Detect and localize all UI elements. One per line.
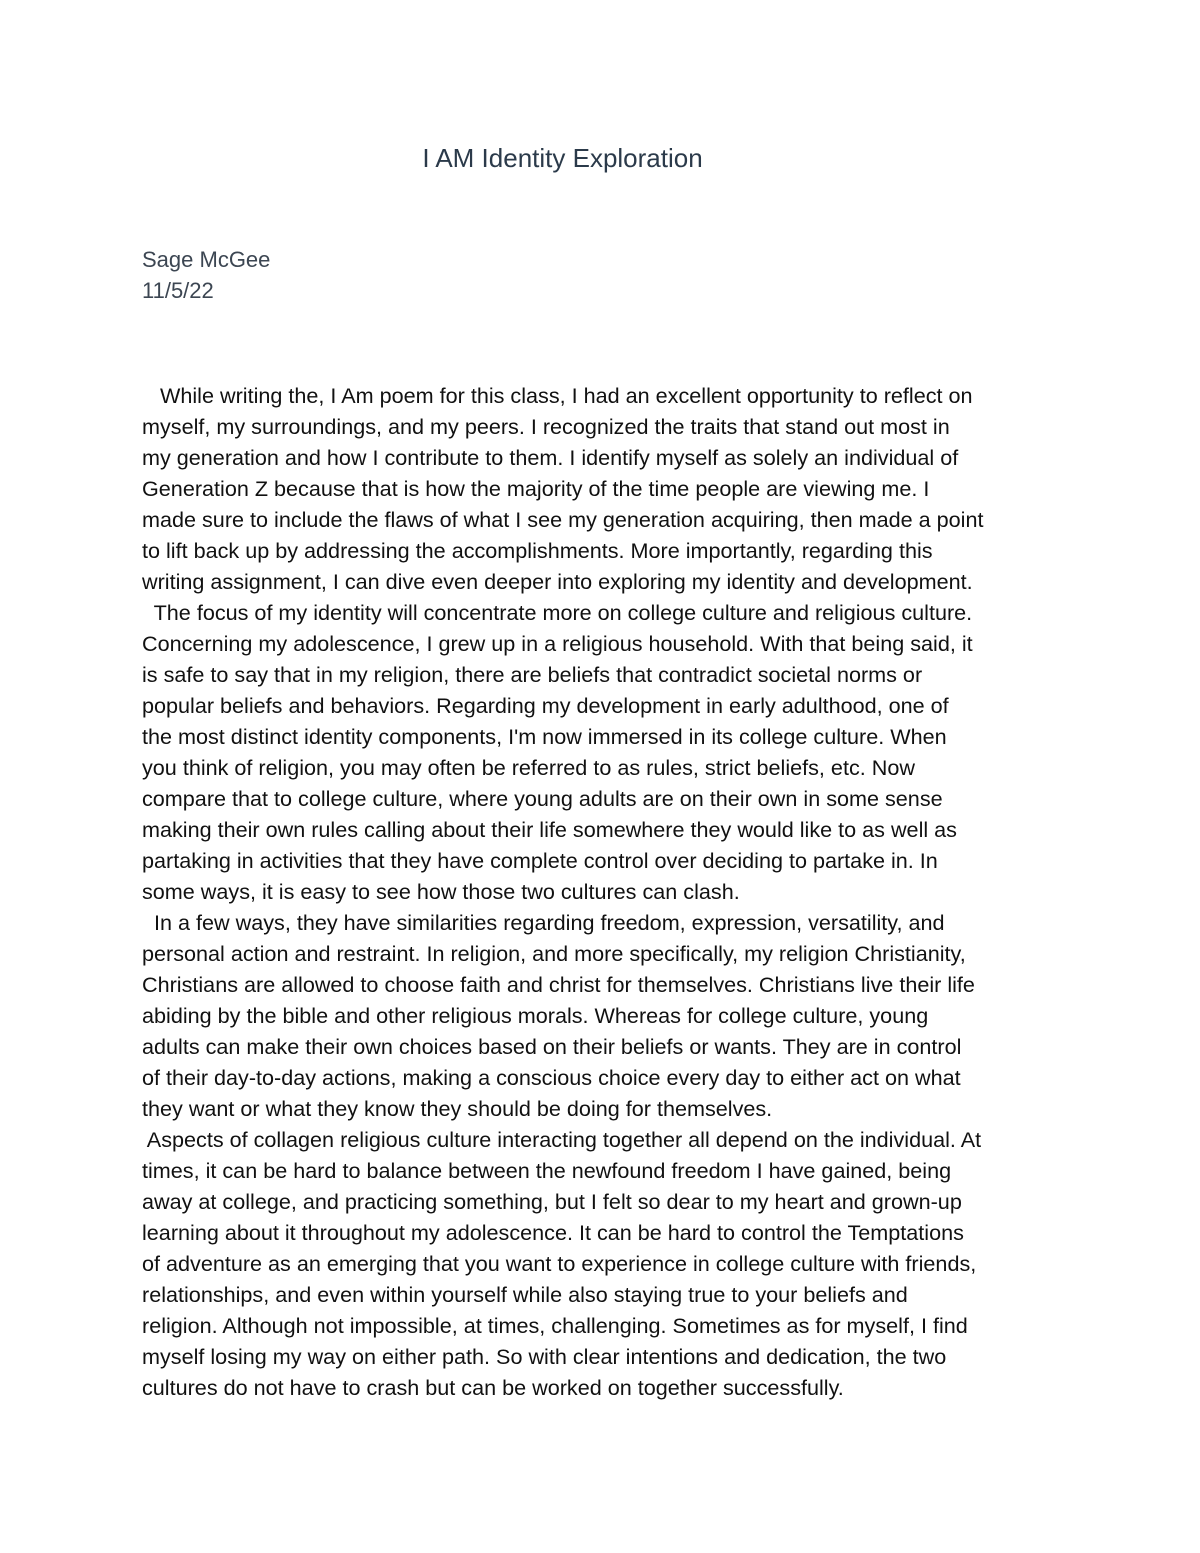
body-line: relationships, and even within yourself while also staying true to your beliefs and: [142, 1282, 908, 1307]
body-line: Christians are allowed to choose faith and christ for themselves. Christians live their life: [142, 972, 975, 997]
body-line: personal action and restraint. In religion, and more specifically, my religion Christianity,: [142, 941, 966, 966]
body-line: my generation and how I contribute to them. I identify myself as solely an individual of: [142, 445, 959, 470]
document-title: I AM Identity Exploration: [422, 143, 703, 173]
body-line: of adventure as an emerging that you want to experience in college culture with friends,: [142, 1251, 977, 1276]
body-line: Aspects of collagen religious culture interacting together all depend on the individual. At: [142, 1127, 982, 1152]
essay-body: [142, 380, 1072, 1403]
body-line: compare that to college culture, where young adults are on their own in some sense: [142, 786, 943, 811]
body-line: cultures do not have to crash but can be worked on together successfully.: [142, 1375, 844, 1400]
body-line: adults can make their own choices based on their beliefs or wants. They are in control: [142, 1034, 962, 1059]
body-line: myself losing my way on either path. So with clear intentions and dedication, the two: [142, 1344, 947, 1369]
body-line: making their own rules calling about their life somewhere they would like to as well as: [142, 817, 957, 842]
body-line: to lift back up by addressing the accomplishments. More importantly, regarding this: [142, 538, 933, 563]
body-line: Generation Z because that is how the majority of the time people are viewing me. I: [142, 476, 930, 501]
body-line: writing assignment, I can dive even deeper into exploring my identity and development.: [142, 569, 973, 594]
body-line: away at college, and practicing something, but I felt so dear to my heart and grown-up: [142, 1189, 962, 1214]
author-name: Sage McGee: [142, 247, 271, 272]
body-line: abiding by the bible and other religious morals. Whereas for college culture, young: [142, 1003, 929, 1028]
body-line: is safe to say that in my religion, there are beliefs that contradict societal norms or: [142, 662, 923, 687]
body-line: you think of religion, you may often be referred to as rules, strict beliefs, etc. Now: [142, 755, 915, 780]
body-line: learning about it throughout my adolescence. It can be hard to control the Temptations: [142, 1220, 964, 1245]
body-line: some ways, it is easy to see how those two cultures can clash.: [142, 879, 740, 904]
body-line: In a few ways, they have similarities regarding freedom, expression, versatility, and: [142, 910, 945, 935]
body-line: made sure to include the flaws of what I see my generation acquiring, then made a point: [142, 507, 984, 532]
document-date: 11/5/22: [142, 278, 214, 303]
body-line: partaking in activities that they have complete control over deciding to partake in. In: [142, 848, 938, 873]
body-line: While writing the, I Am poem for this class, I had an excellent opportunity to reflect on: [142, 383, 973, 408]
body-line: times, it can be hard to balance between the newfound freedom I have gained, being: [142, 1158, 952, 1183]
body-line: Concerning my adolescence, I grew up in a religious household. With that being said, it: [142, 631, 973, 656]
body-line: popular beliefs and behaviors. Regarding my development in early adulthood, one of: [142, 693, 949, 718]
body-line: they want or what they know they should be doing for themselves.: [142, 1096, 773, 1121]
body-line: myself, my surroundings, and my peers. I recognized the traits that stand out most in: [142, 414, 950, 439]
body-line: The focus of my identity will concentrate more on college culture and religious culture.: [142, 600, 973, 625]
body-line: of their day-to-day actions, making a conscious choice every day to either act on what: [142, 1065, 961, 1090]
body-line: religion. Although not impossible, at times, challenging. Sometimes as for myself, I find: [142, 1313, 968, 1338]
body-line: the most distinct identity components, I'm now immersed in its college culture. When: [142, 724, 947, 749]
